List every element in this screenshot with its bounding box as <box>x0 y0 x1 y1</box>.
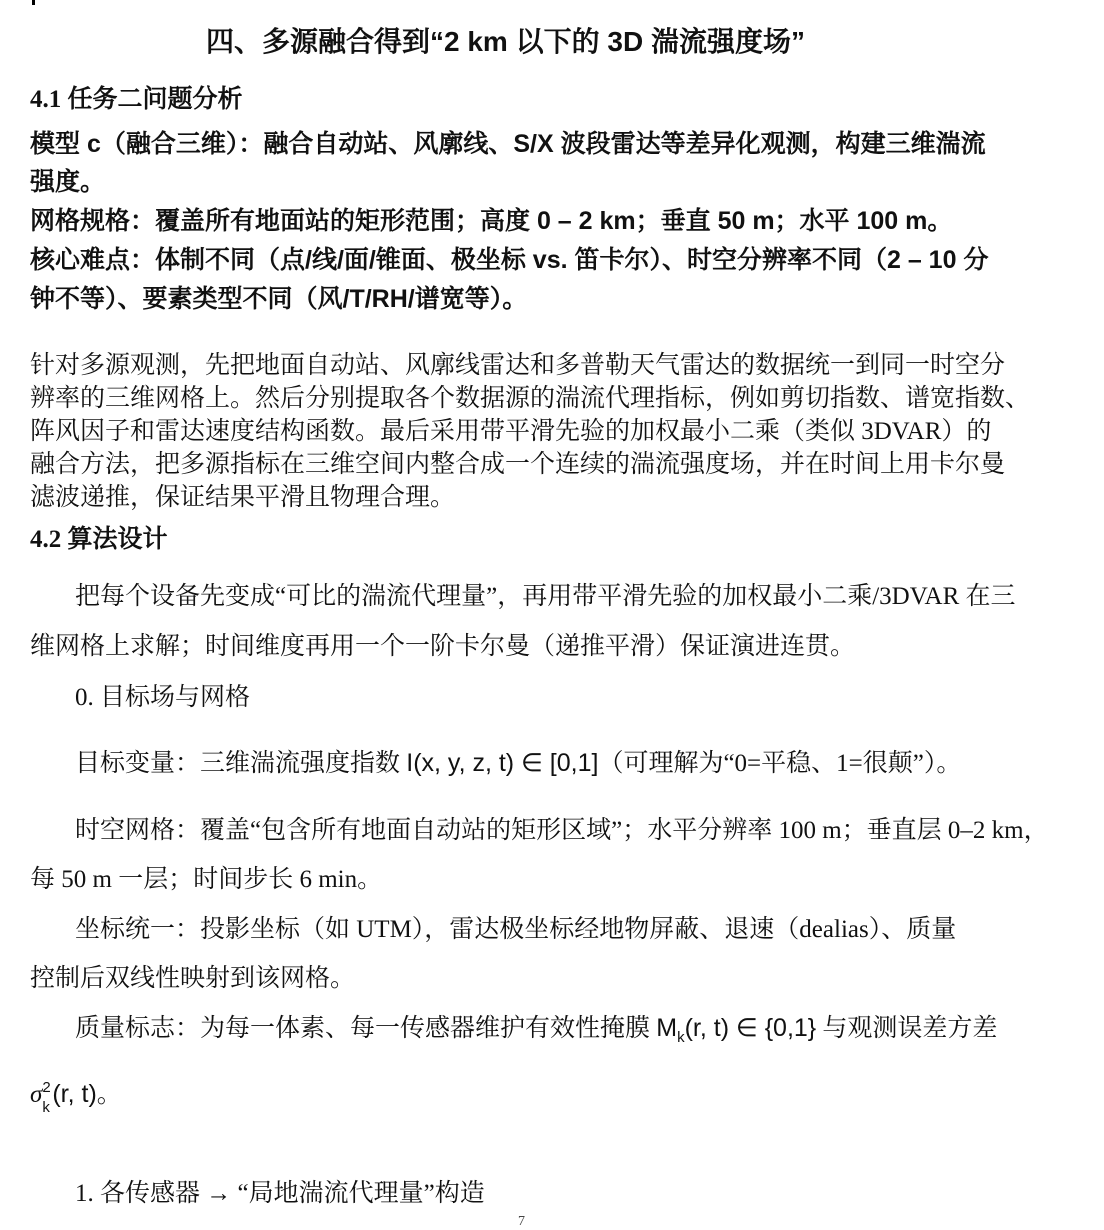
core-difficulty-line-2: 钟不等）、要素类型不同（风/T/RH/谱宽等）。 <box>30 285 528 313</box>
paragraph-line: 融合方法，把多源指标在三维空间内整合成一个连续的湍流强度场，并在时间上用卡尔曼 <box>30 451 1006 478</box>
sigma-superscript: 2 <box>42 1079 51 1096</box>
model-c-line-2: 强度。 <box>30 168 106 196</box>
coordinate-line-1: 坐标统一：投影坐标（如 UTM），雷达极坐标经地物屏蔽、退速（dealias）、质量 <box>75 916 957 943</box>
sigma-indices <box>42 1079 52 1116</box>
paragraph-line: 滤波递推，保证结果平滑且物理合理。 <box>30 484 456 511</box>
mask-formula: (r, t) ∈ {0,1} <box>684 1014 817 1042</box>
algorithm-line-1: 把每个设备先变成“可比的湍流代理量”，再用带平滑先验的加权最小二乘/3DVAR 在三 <box>75 583 1016 610</box>
quality-flag-line <box>75 1008 997 1044</box>
target-variable-note: （可理解为“0=平稳、1=很颠”）。 <box>598 750 962 777</box>
paragraph-line: 辨率的三维网格上。然后分别提取各个数据源的湍流代理指标，例如剪切指数、谱宽指数、 <box>30 385 1031 412</box>
step-1-heading: 1. 各传感器 → “局地湍流代理量”构造 <box>75 1180 485 1207</box>
step-0-heading: 0. 目标场与网格 <box>75 684 251 711</box>
page-corner-mark <box>32 0 35 5</box>
sigma-subscript: k <box>42 1099 50 1116</box>
grid-spec-line: 网格规格：覆盖所有地面站的矩形范围；高度 0 – 2 km；垂直 50 m；水平 100 m。 <box>30 207 953 235</box>
paragraph-line: 针对多源观测，先把地面自动站、风廓线雷达和多普勒天气雷达的数据统一到同一时空分 <box>30 352 1006 379</box>
page-number: 7 <box>518 1214 525 1229</box>
model-c-line-1: 模型 c（融合三维）：融合自动站、风廓线、S/X 波段雷达等差异化观测，构建三维湍流 <box>30 130 986 158</box>
sigma-arguments: (r, t) <box>52 1080 97 1108</box>
target-variable-line <box>75 743 961 779</box>
core-difficulty-line-1: 核心难点：体制不同（点/线/面/锥面、极坐标 vs. 笛卡尔）、时空分辨率不同（2 – 10 分 <box>30 246 989 274</box>
spacetime-grid-line-1: 时空网格：覆盖“包含所有地面自动站的矩形区域”；水平分辨率 100 m；垂直层 0–2 km， <box>75 817 1049 844</box>
quality-flag-tail: 与观测误差方差 <box>816 1015 998 1042</box>
subsection-heading-4-2: 4.2 算法设计 <box>30 526 168 553</box>
subsection-heading-4-1: 4.1 任务二问题分析 <box>30 86 243 113</box>
coordinate-line-2: 控制后双线性映射到该网格。 <box>30 965 356 992</box>
algorithm-line-2: 维网格上求解；时间维度再用一个一阶卡尔曼（递推平滑）保证演进连贯。 <box>30 633 856 660</box>
mask-symbol: M <box>656 1014 678 1042</box>
quality-flag-text: 质量标志：为每一体素、每一传感器维护有效性掩膜 <box>75 1015 657 1042</box>
sigma-symbol: σ <box>30 1081 43 1108</box>
sigma-line <box>30 1074 122 1116</box>
paragraph-line: 阵风因子和雷达速度结构函数。最后采用带平滑先验的加权最小二乘（类似 3DVAR）的 <box>30 418 992 445</box>
target-variable-text: 目标变量：三维湍流强度指数 <box>75 750 407 777</box>
spacetime-grid-line-2: 每 50 m 一层；时间步长 6 min。 <box>30 866 383 893</box>
target-variable-formula: I(x, y, z, t) ∈ [0,1] <box>406 749 599 777</box>
mask-subscript: k <box>677 1029 685 1046</box>
section-title: 四、多源融合得到“2 km 以下的 3D 湍流强度场” <box>206 26 805 57</box>
sigma-period: 。 <box>96 1081 122 1108</box>
